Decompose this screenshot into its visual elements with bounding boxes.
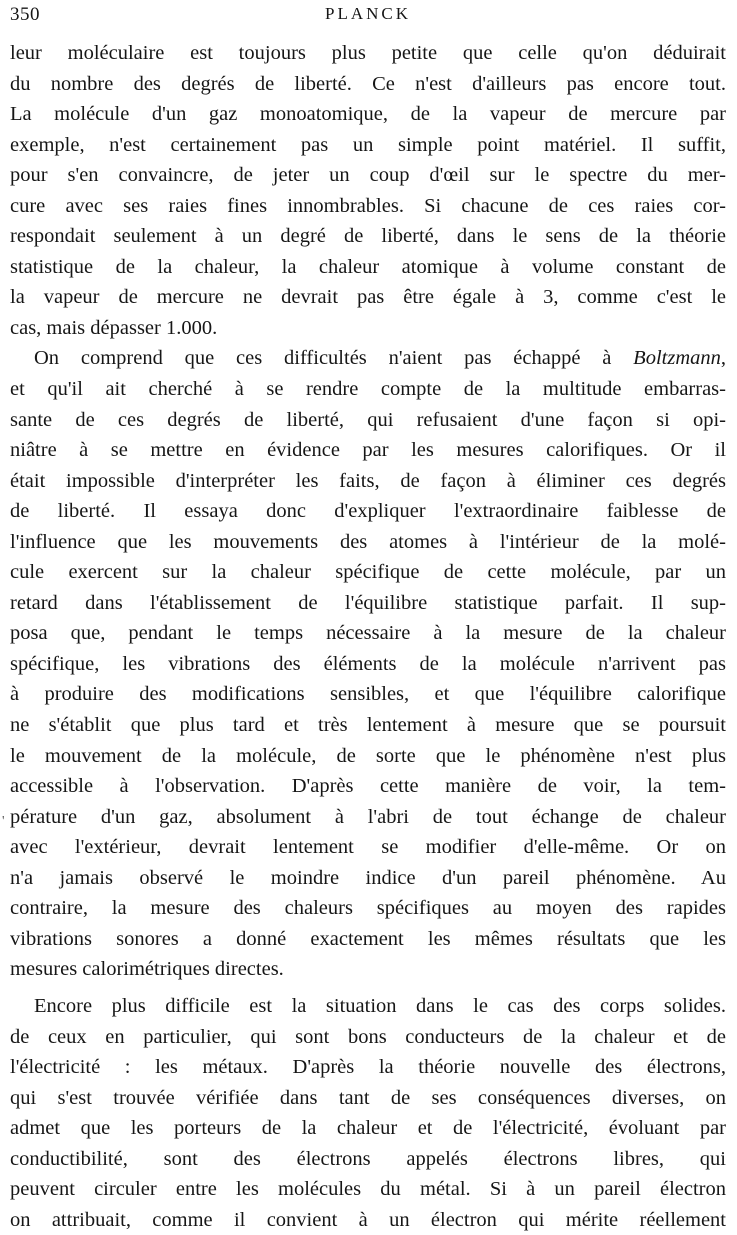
- text-line: Encore plus difficile est la situation dans le cas des corps solides.: [34, 994, 726, 1017]
- text-fragment: ,: [720, 347, 726, 370]
- text-line: conductibilité, sont des électrons appelés électrons libres, qui: [10, 1147, 726, 1170]
- paragraph-2: [10, 343, 726, 984]
- text-line: cas, mais dépasser 1.000.: [10, 316, 218, 339]
- text-line: exemple, n'est certainement pas un simple point matériel. Il suffit,: [10, 133, 726, 156]
- text-line: et qu'il ait cherché à se rendre compte de la multitude embarras-: [10, 378, 726, 401]
- running-head: PLANCK: [324, 4, 411, 23]
- paragraph-1: [10, 38, 726, 343]
- text-line: l'électricité : les métaux. D'après la théorie nouvelle des électrons,: [10, 1056, 726, 1079]
- text-line: niâtre à se mettre en évidence par les mesures calorifiques. Or il: [10, 439, 726, 462]
- paragraph-3: [10, 991, 726, 1235]
- text-line: vibrations sonores a donné exactement les mêmes résultats que les: [10, 927, 726, 950]
- text-line: sante de ces degrés de liberté, qui refusaient d'une façon si opi-: [10, 408, 726, 431]
- text-line: La molécule d'un gaz monoatomique, de la vapeur de mercure par: [10, 103, 726, 126]
- text-line: de ceux en particulier, qui sont bons conducteurs de la chaleur et de: [10, 1025, 726, 1048]
- text-line: peuvent circuler entre les molécules du métal. Si à un pareil électron: [10, 1178, 726, 1201]
- text-line: posa que, pendant le temps nécessaire à la mesure de la chaleur: [10, 622, 726, 645]
- text-line: de liberté. Il essaya donc d'expliquer l'extraordinaire faiblesse de: [10, 500, 726, 523]
- text-line: accessible à l'observation. D'après cette manière de voir, la tem-: [10, 775, 726, 798]
- text-line: spécifique, les vibrations des éléments de la molécule n'arrivent pas: [10, 652, 726, 675]
- text-line: l'influence que les mouvements des atomes à l'intérieur de la molé-: [10, 530, 726, 553]
- text-fragment: On comprend que ces difficultés n'aient pas échappé à: [34, 347, 634, 370]
- text-line: pour s'en convaincre, de jeter un coup d'œil sur le spectre du mer-: [10, 164, 726, 187]
- text-line: le mouvement de la molécule, de sorte que le phénomène n'est plus: [10, 744, 726, 767]
- text-line: cule exercent sur la chaleur spécifique de cette molécule, par un: [10, 561, 726, 584]
- text-line: qui s'est trouvée vérifiée dans tant de ses conséquences diverses, on: [10, 1086, 726, 1109]
- text-line: pérature d'un gaz, absolument à l'abri de tout échange de chaleur: [10, 805, 726, 828]
- text-line: statistique de la chaleur, la chaleur atomique à volume constant de: [10, 255, 726, 278]
- page-number: 350: [10, 4, 40, 25]
- text-line: n'a jamais observé le moindre indice d'un pareil phénomène. Au: [10, 866, 726, 889]
- margin-mark: ': [2, 814, 5, 829]
- text-line: mesures calorimétriques directes.: [10, 958, 284, 981]
- text-line: cure avec ses raies fines innombrables. Si chacune de ces raies cor-: [10, 194, 726, 217]
- body-text: [10, 38, 726, 1235]
- text-line: leur moléculaire est toujours plus petite que celle qu'on déduirait: [10, 42, 726, 64]
- text-line: à produire des modifications sensibles, et que l'équilibre calorifique: [10, 683, 726, 706]
- text-line: [10, 343, 726, 374]
- text-line: ne s'établit que plus tard et très lentement à mesure que se poursuit: [10, 714, 726, 737]
- text-line: du nombre des degrés de liberté. Ce n'est d'ailleurs pas encore tout.: [10, 72, 726, 95]
- text-line: on attribuait, comme il convient à un électron qui mérite réellement: [10, 1208, 726, 1231]
- text-line: retard dans l'établissement de l'équilibre statistique parfait. Il sup-: [10, 591, 726, 614]
- text-line: la vapeur de mercure ne devrait pas être égale à 3, comme c'est le: [10, 286, 726, 309]
- text-line: respondait seulement à un degré de liberté, dans le sens de la théorie: [10, 225, 726, 248]
- text-line: avec l'extérieur, devrait lentement se modifier d'elle-même. Or on: [10, 836, 726, 859]
- page-header: [10, 4, 726, 30]
- text-line: admet que les porteurs de la chaleur et de l'électricité, évoluant par: [10, 1117, 726, 1140]
- text-line: était impossible d'interpréter les faits, de façon à éliminer ces degrés: [10, 469, 726, 492]
- text-line: contraire, la mesure des chaleurs spécifiques au moyen des rapides: [10, 897, 726, 920]
- author-name-italic: Boltzmann: [633, 347, 721, 370]
